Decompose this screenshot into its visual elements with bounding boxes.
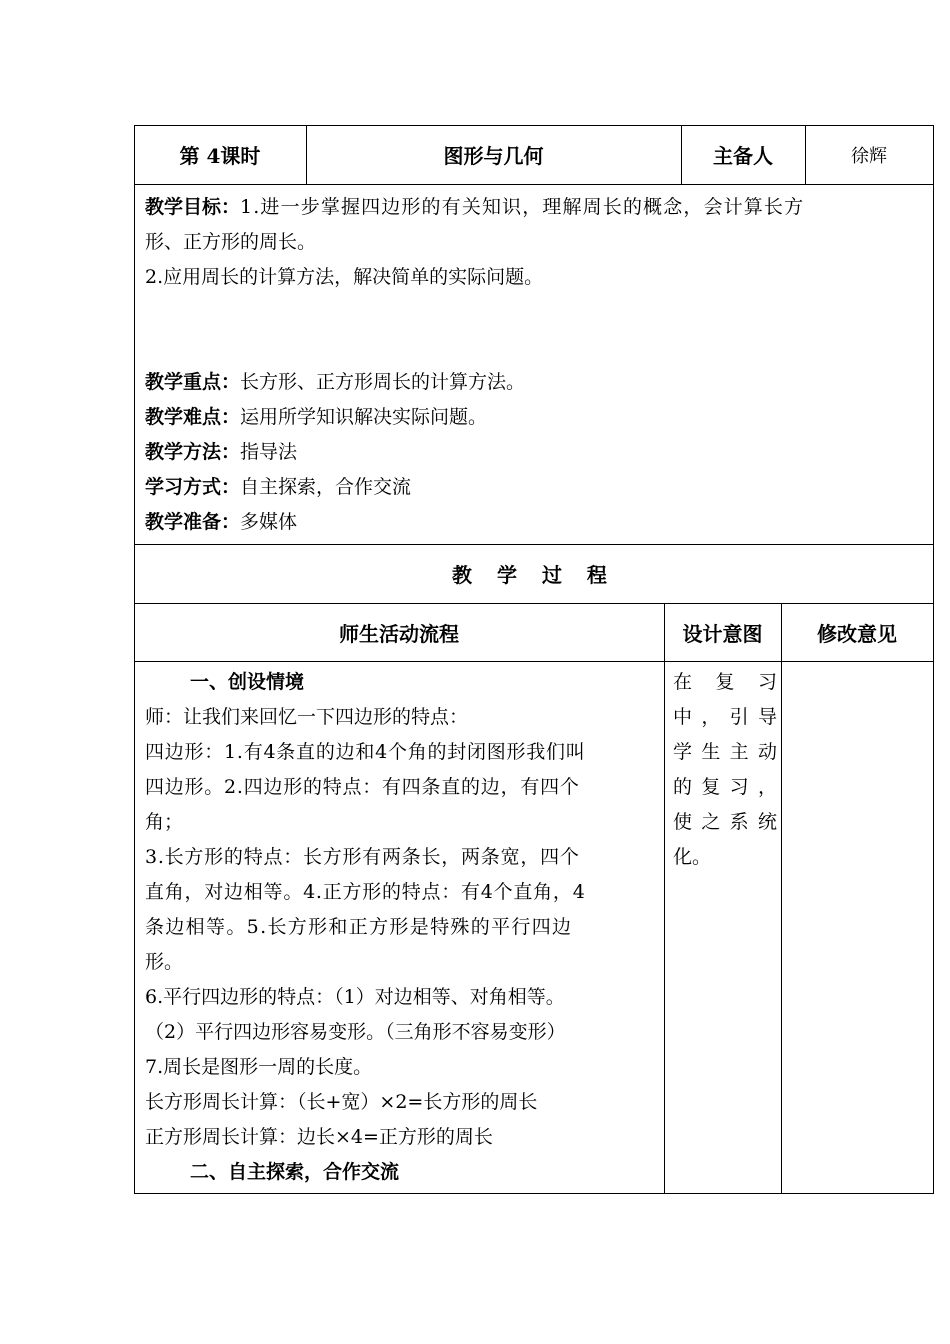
flow-line: 四边形。2.四边形的特点：有四条直的边，有四个 [145,776,580,798]
preparer-name: 徐辉 [851,145,887,167]
intent-line: 使之系统 [673,811,777,833]
flow-line: 6.平行四边形的特点：（1）对边相等、对角相等。 [145,986,565,1008]
info-value: 长方形、正方形周长的计算方法。 [240,371,526,393]
objectives-label: 教学目标： [145,196,241,218]
preparer-label: 主备人 [713,144,773,168]
intent-line: 学生主动 [673,741,777,763]
section-heading-2: 二、自主探索，合作交流 [190,1161,400,1183]
info-row-difficulty [145,400,487,435]
flow-line: 7.周长是图形一周的长度。 [145,1056,373,1078]
section-heading-1: 一、创设情境 [190,671,305,693]
intent-line: 在复习 [673,671,777,693]
table-border-bottom [134,1193,934,1194]
intent-line: 的复习， [673,776,777,798]
info-row-focus [145,365,525,400]
flow-line: 形。 [145,951,184,973]
info-value: 运用所学知识解决实际问题。 [240,406,488,428]
table-divider [781,603,782,1194]
process-title-text: 教 学 过 程 [452,563,616,587]
table-rule [134,661,934,662]
lesson-topic: 图形与几何 [443,144,544,168]
objectives-line-2: 形、正方形的周长。 [145,231,317,253]
flow-line: 3.长方形的特点：长方形有两条长，两条宽，四个 [145,846,580,868]
column-header-revise: 修改意见 [817,621,897,646]
info-value: 自主探索，合作交流 [240,476,412,498]
column-header-flow: 师生活动流程 [339,621,459,646]
info-label: 教学重点： [145,371,241,393]
process-title [134,544,934,603]
flow-line: 直角，对边相等。4.正方形的特点：有4个直角，4 [145,881,586,903]
table-divider [664,603,665,1194]
flow-line: 条边相等。5.长方形和正方形是特殊的平行四边 [145,916,573,938]
table-rule [134,184,934,185]
info-label: 教学方法： [145,441,241,463]
flow-line: 角； [145,811,184,833]
column-header-intent: 设计意图 [682,621,763,646]
intent-line: 化。 [673,846,712,868]
design-intent-text [673,665,777,875]
info-row-method [145,435,297,470]
objectives-text-1: 1.进一步掌握四边形的有关知识，理解周长的概念，会计算长方 [240,196,805,218]
lesson-number: 第 4课时 [179,144,261,168]
flow-line: 正方形周长计算：边长×4=正方形的周长 [145,1126,493,1148]
flow-line: 四边形：1.有4条直的边和4个角的封闭图形我们叫 [145,741,586,763]
intent-line: 中，引导 [673,706,777,728]
info-label: 教学难点： [145,406,241,428]
info-value: 指导法 [240,441,298,463]
objectives-line-3: 2.应用周长的计算方法，解决简单的实际问题。 [145,266,544,288]
flow-line: 长方形周长计算：（长+宽）×2=长方形的周长 [145,1091,538,1113]
info-label: 学习方式： [145,476,241,498]
objectives-line-1 [145,190,804,225]
info-row-preparation [145,505,297,540]
info-row-learning-mode [145,470,411,505]
info-value: 多媒体 [240,511,298,533]
info-label: 教学准备： [145,511,241,533]
flow-line: 师：让我们来回忆一下四边形的特点： [145,706,469,728]
flow-line: （2）平行四边形容易变形。（三角形不容易变形） [145,1021,566,1043]
table-border-right [933,125,934,1194]
